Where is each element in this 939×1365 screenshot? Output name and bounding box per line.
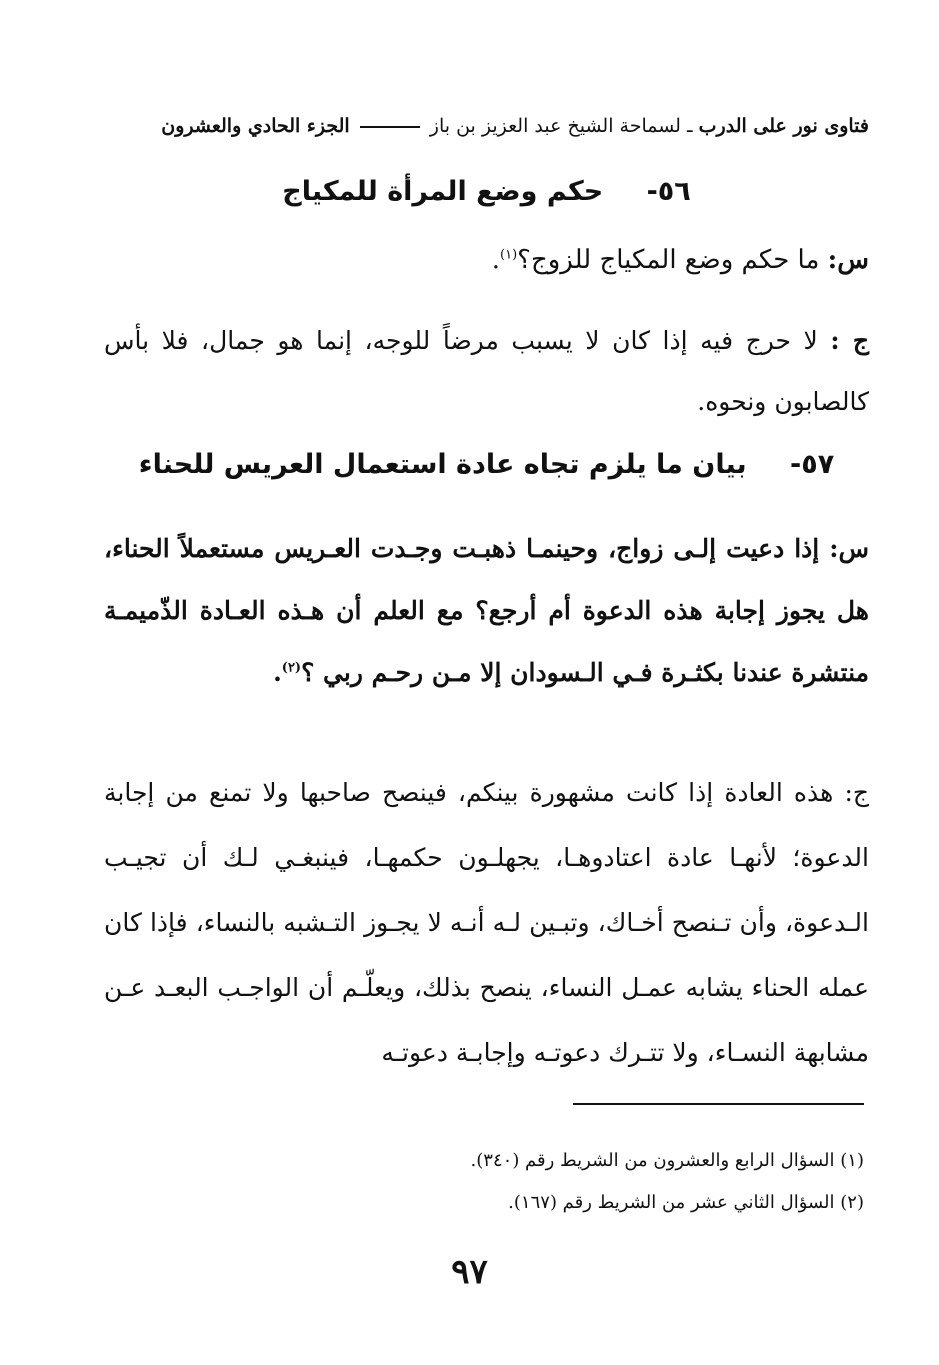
section-title: بيان ما يلزم تجاه عادة استعمال العريس للحناء [138, 449, 747, 480]
header-dash: ـ [687, 115, 693, 137]
section-56-question [104, 240, 869, 280]
footnotes [104, 1140, 864, 1224]
author-name: لسماحة الشيخ عبد العزيز بن باز [429, 115, 681, 137]
footnote-1: (١) السؤال الرابع والعشرون من الشريط رقم (٣٤٠). [470, 1150, 864, 1171]
section-number: ٥٦- [646, 176, 691, 207]
running-header [104, 112, 869, 140]
answer-text: هذه العادة إذا كانت مشهورة بينكم، فينصح صاحبها ولا تمنع من إجابة الدعوة؛ لأنهـا عادة اعتادوهـا، يجهلـون حكمهـا، فينبغـي لـك أن تجيـب الـدعوة، وأن تـنصح أخـاك، وتبـين لـه أنـه لا يجـوز التـشبه بالنساء، فإذا كان عمله الحناء يشابه عمـل النساء، ينصح بذلك، ويعلّـم أن الواجـب البعـد عـن مشابهة النسـاء، ولا تتـرك دعوتـه وإجابـة دعوتـه [104, 778, 869, 1067]
question-end: . [491, 245, 501, 275]
footnote-ref-2: (٢) [281, 660, 302, 676]
volume-title: الجزء الحادي والعشرون [161, 115, 350, 137]
footnote-ref-1: (١) [500, 247, 518, 263]
section-57-question [104, 518, 869, 704]
section-56-answer [104, 310, 869, 432]
question-label: س: [827, 245, 869, 275]
question-text: إذا دعيت إلـى زواج، وحينمـا ذهبـت وجـدت العـريس مستعملاً الحناء، هل يجوز إجابة هذه الدعوة أم أرجع؟ مع العلم أن هـذه العـادة الذّميمـة منتشرة عندنا بكثـرة فـي الـسودان إلا مـن رحـم ربي ؟ [104, 534, 869, 687]
answer-label: ج: [844, 778, 869, 807]
question-label: س: [829, 534, 869, 563]
question-text: ما حكم وضع المكياج للزوج؟ [517, 245, 820, 275]
footnote-2: (٢) السؤال الثاني عشر من الشريط رقم (١٦٧). [508, 1192, 864, 1213]
section-title: حكم وضع المرأة للمكياج [282, 176, 604, 207]
footnote-separator [573, 1103, 864, 1105]
book-title: فتاوى نور على الدرب [698, 115, 869, 137]
answer-text: لا حرج فيه إذا كان لا يسبب مرضاً للوجه، إنما هو جمال، فلا بأس كالصابون ونحوه. [104, 326, 869, 416]
header-rule [360, 126, 420, 128]
question-end: . [273, 658, 282, 687]
page-number: ٩٧ [451, 1252, 488, 1292]
section-number: ٥٧- [790, 449, 835, 480]
answer-label: ج : [830, 326, 870, 355]
section-57-answer [104, 760, 869, 1085]
section-57-heading [104, 445, 869, 485]
section-56-heading [104, 172, 869, 212]
